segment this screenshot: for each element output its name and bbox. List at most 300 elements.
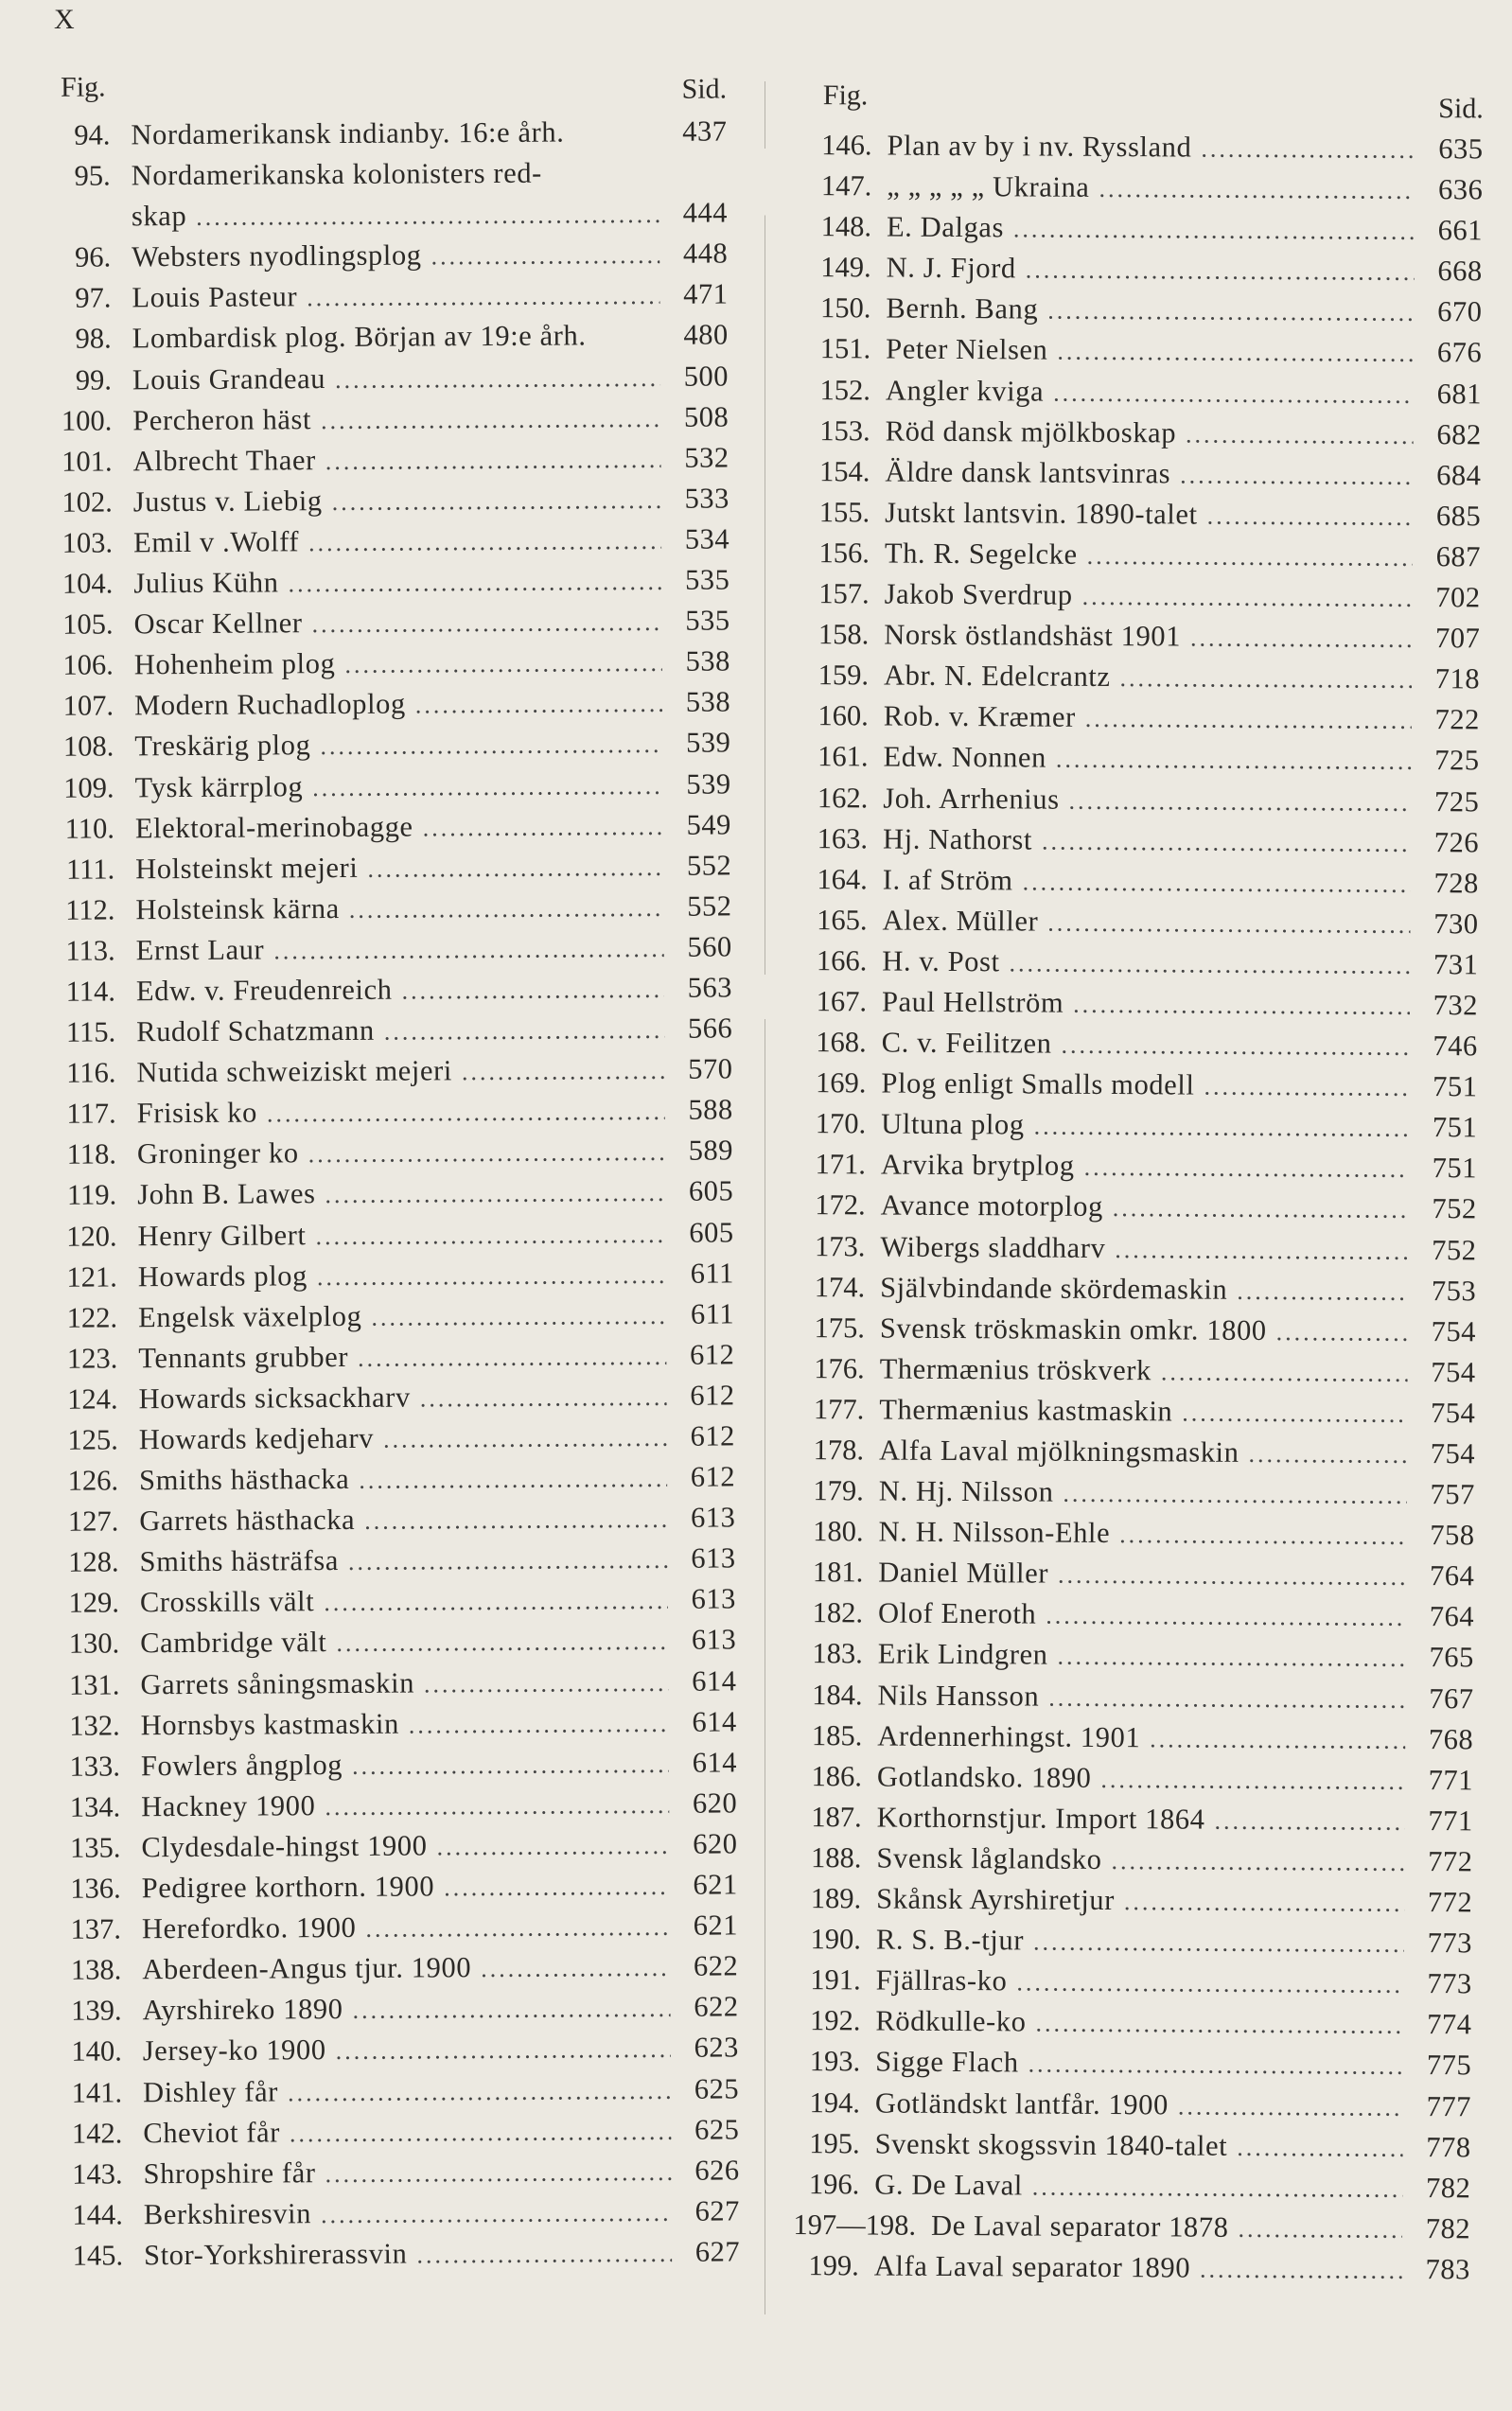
list-item [30, 645, 730, 691]
figure-number: 122. [66, 1301, 118, 1334]
dot-leader [1248, 1440, 1407, 1469]
figure-number: 107. [62, 689, 114, 723]
figure-number: 159. [818, 659, 870, 692]
figure-number: 106. [62, 648, 114, 681]
page-number-ref: 622 [694, 1990, 739, 2024]
figure-title: I. af Ström [882, 863, 1013, 897]
figure-number: 129. [68, 1586, 119, 1620]
figure-number: 128. [68, 1545, 119, 1579]
list-item [32, 1053, 732, 1099]
dot-leader [1178, 2092, 1403, 2121]
figure-number: 133. [69, 1750, 121, 1783]
list-item [800, 374, 1482, 418]
list-item [799, 577, 1480, 622]
figure-number: 102. [62, 485, 113, 519]
dot-leader [401, 976, 664, 1006]
figure-title: Hornsbys kastmaskin [140, 1707, 399, 1741]
figure-number: 165. [817, 903, 868, 937]
page-number-ref: 535 [685, 604, 730, 637]
list-item [35, 1461, 735, 1506]
figure-title: Albrecht Thaer [132, 443, 316, 478]
figure-title: Cambridge vält [140, 1626, 327, 1660]
list-item [27, 156, 728, 202]
page-number-ref: 754 [1431, 1314, 1476, 1348]
figure-title: Hohenheim plog [133, 647, 336, 681]
list-item [27, 278, 728, 324]
figure-number: 191. [810, 1963, 861, 1997]
figure-title: Clydesdale-hingst 1900 [141, 1829, 428, 1864]
figure-number: 147. [820, 169, 872, 202]
page-number-ref: 611 [690, 1257, 734, 1290]
figure-title: Olof Eneroth [877, 1596, 1037, 1630]
page-number-ref: 538 [685, 644, 730, 678]
figure-title: Engelsk växelplog [137, 1299, 362, 1334]
figure-number: 100. [61, 404, 113, 437]
list-item [28, 319, 729, 364]
dot-leader [1161, 1358, 1408, 1388]
figure-title: Gotländskt lantfår. 1900 [874, 2086, 1169, 2121]
figure-number: 184. [812, 1678, 863, 1711]
page-number-ref: 613 [691, 1582, 736, 1616]
list-item [32, 971, 732, 1016]
figure-title: Rob. v. Kræmer [883, 699, 1076, 734]
dot-leader [1111, 1847, 1404, 1877]
page-number-ref: 605 [688, 1174, 734, 1208]
page-number-ref: 612 [690, 1419, 735, 1452]
figure-title: Ultuna plog [881, 1107, 1025, 1141]
figure-number: 158. [818, 618, 870, 651]
figure-title: Plog enligt Smalls modell [881, 1066, 1195, 1101]
figure-title: skap [131, 200, 187, 233]
dot-leader [371, 1302, 666, 1332]
page-number-ref: 775 [1426, 2049, 1472, 2082]
figure-title: Avance motorplog [880, 1188, 1103, 1223]
list-item [799, 699, 1480, 744]
page-number-ref: 764 [1429, 1600, 1475, 1633]
figure-number: 97. [75, 281, 112, 315]
figure-title: Crosskills vält [139, 1585, 315, 1619]
list-item [35, 1419, 735, 1465]
page-number-ref: 751 [1432, 1152, 1478, 1185]
page-number-ref: 533 [684, 482, 730, 515]
figure-number: 143. [72, 2157, 123, 2191]
list-item [792, 1801, 1473, 1845]
dot-leader [317, 1261, 666, 1292]
figure-title: Holsteinskt mejeri [135, 851, 359, 885]
list-item [36, 1624, 736, 1669]
figure-title: Justus v. Liebig [132, 484, 323, 519]
spacer [587, 344, 670, 345]
figure-number: 180. [813, 1515, 864, 1548]
figure-title: De Laval separator 1878 [930, 2209, 1229, 2244]
list-item [795, 1271, 1476, 1315]
figure-title: Erik Lindgren [877, 1637, 1048, 1672]
list-item [792, 1719, 1473, 1764]
page-number-ref: 782 [1426, 2171, 1471, 2205]
page-number-ref: 772 [1427, 1886, 1473, 1919]
page-number-ref: 613 [691, 1541, 736, 1575]
dot-leader [308, 527, 661, 557]
figure-title: H. v. Post [882, 944, 1000, 978]
dot-leader [196, 201, 659, 232]
figure-number: 109. [63, 770, 114, 804]
figure-title: Fowlers ångplog [140, 1748, 343, 1783]
list-item [793, 1596, 1474, 1641]
dot-leader [344, 649, 662, 679]
list-item [794, 1474, 1475, 1519]
list-item [798, 863, 1479, 907]
page-number-ref: 636 [1437, 173, 1484, 206]
figure-number: 190. [810, 1923, 862, 1956]
page-number-ref: 783 [1425, 2252, 1470, 2286]
figure-title: Arvika brytplog [880, 1148, 1075, 1183]
figure-number: 156. [818, 537, 870, 570]
dot-leader [420, 1383, 667, 1414]
list-item [790, 2045, 1471, 2089]
figure-title: Nordamerikansk indianby. 16:e årh. [131, 115, 565, 151]
figure-title: Rudolf Schatzmann [136, 1013, 375, 1048]
list-item [796, 1188, 1477, 1233]
figure-title: Howards plog [137, 1258, 308, 1293]
dot-leader [1201, 135, 1415, 165]
figure-number: 149. [820, 251, 871, 284]
page-number-ref: 771 [1428, 1763, 1474, 1797]
list-item [28, 441, 729, 486]
page-number-ref: 560 [687, 930, 732, 963]
figure-number: 186. [811, 1759, 863, 1793]
list-item [27, 238, 728, 283]
figure-title: Cheviot får [143, 2115, 281, 2149]
list-item [800, 455, 1481, 500]
figure-number: 95. [74, 159, 111, 192]
page-number-ref: 621 [693, 1909, 739, 1942]
figure-title: Pedigree korthorn. 1900 [141, 1870, 435, 1905]
page-number-ref: 611 [690, 1297, 735, 1330]
figure-title: Aberdeen-Angus tjur. 1900 [142, 1951, 472, 1986]
figure-title: Bernh. Bang [886, 291, 1039, 326]
page-number-ref: 772 [1428, 1845, 1473, 1878]
figure-number: 174. [814, 1270, 866, 1304]
page-number-ref: 758 [1430, 1519, 1475, 1552]
page-number-ref: 767 [1429, 1681, 1474, 1715]
figure-title: „ „ „ „ „ Ukraina [887, 169, 1090, 203]
figure-number: 199. [808, 2248, 859, 2282]
dot-leader [321, 405, 660, 435]
list-item [801, 169, 1483, 214]
figure-title: Modern Ruchadloplog [133, 687, 406, 722]
page-number-ref: 444 [682, 196, 729, 229]
page-number-ref: 623 [694, 2031, 739, 2065]
page-number-ref: 757 [1430, 1478, 1475, 1511]
figure-number: 113. [65, 934, 115, 967]
page-number-ref: 730 [1433, 906, 1479, 941]
dot-leader [1100, 1766, 1405, 1796]
page-number-ref: 448 [682, 237, 729, 271]
list-item [793, 1556, 1474, 1600]
list-item [39, 2154, 739, 2199]
list-item [40, 2235, 740, 2280]
list-item [34, 1379, 734, 1424]
dot-leader [1085, 705, 1412, 735]
page-number-ref: 552 [686, 849, 732, 882]
figure-number: 155. [818, 495, 870, 529]
page-number-ref: 782 [1425, 2211, 1471, 2245]
page-number-ref: 746 [1433, 1030, 1478, 1063]
page-number-ref: 613 [690, 1501, 736, 1534]
figure-number: 152. [819, 373, 871, 407]
spacer [564, 141, 668, 142]
list-item [798, 822, 1479, 867]
figure-title: N. J. Fjord [886, 251, 1016, 285]
page-number-ref: 722 [1434, 703, 1480, 736]
dot-leader [1073, 991, 1410, 1021]
page-number-ref: 725 [1433, 784, 1480, 818]
figure-title: N. H. Nilsson-Ehle [878, 1515, 1111, 1550]
list-item [791, 1841, 1472, 1886]
page-number-ref: 751 [1432, 1111, 1478, 1144]
page-number-ref: 538 [685, 685, 731, 719]
figure-number: 172. [815, 1188, 866, 1222]
page-number-ref: 707 [1435, 622, 1481, 655]
figure-number: 166. [816, 943, 868, 977]
figure-title: Thermænius tröskverk [879, 1352, 1152, 1387]
page-number-ref: 614 [692, 1705, 737, 1738]
page-number-ref: 635 [1438, 132, 1484, 166]
list-item [797, 985, 1478, 1030]
figure-number: 196. [808, 2167, 860, 2201]
figure-number: 144. [72, 2198, 123, 2231]
page-number-ref: 480 [683, 318, 729, 352]
dot-leader [288, 568, 661, 598]
figure-number: 187. [811, 1800, 862, 1834]
figure-title: Jakob Sverdrup [884, 577, 1073, 611]
figure-title: Peter Nielsen [886, 333, 1048, 367]
page-number-ref: 535 [684, 563, 730, 596]
figure-number: 119. [66, 1178, 117, 1212]
figure-title: Ernst Laur [135, 933, 265, 967]
figure-number: 175. [814, 1311, 865, 1345]
list-item [33, 1216, 733, 1261]
dot-leader [424, 1668, 669, 1698]
dot-leader [307, 282, 659, 312]
page-number-ref: 563 [687, 971, 733, 1004]
list-item [791, 1882, 1472, 1927]
dot-leader [1207, 502, 1414, 531]
page-number-ref: 612 [690, 1460, 736, 1493]
list-item [33, 1175, 733, 1221]
figure-number: 108. [62, 730, 114, 764]
figure-number: 182. [812, 1596, 864, 1629]
page-number-ref: 471 [683, 277, 729, 311]
figure-number: 164. [817, 862, 868, 896]
list-item [39, 2032, 739, 2077]
list-item [794, 1352, 1475, 1397]
page-number-ref: 621 [693, 1868, 738, 1901]
figure-number: 195. [809, 2126, 860, 2160]
dot-leader [1029, 2050, 1404, 2081]
dot-leader [1119, 1521, 1407, 1551]
figure-number: 121. [66, 1260, 117, 1293]
figure-title: Alex. Müller [882, 904, 1039, 938]
page-number-ref: 549 [686, 808, 731, 841]
figure-number: 193. [809, 2045, 861, 2078]
figure-number: 110. [64, 812, 114, 845]
page-number-ref: 768 [1428, 1722, 1474, 1756]
figure-title: E. Dalgas [886, 210, 1005, 244]
figure-number: 101. [62, 445, 113, 478]
page-number-ref: 508 [683, 400, 730, 433]
figure-title: Berkshiresvin [143, 2196, 312, 2231]
list-item [37, 1705, 737, 1751]
figure-title: Emil v .Wolff [132, 525, 300, 559]
figure-title: Henry Gilbert [137, 1218, 307, 1252]
list-item [37, 1827, 737, 1873]
list-item [38, 1950, 738, 1996]
dot-leader [364, 1505, 667, 1536]
spacer [542, 182, 669, 183]
left-column-header [26, 67, 727, 119]
list-item [29, 605, 730, 650]
figure-title: Jersey-ko 1900 [142, 2033, 326, 2068]
figure-list [26, 114, 740, 2279]
sid-heading: Sid. [681, 73, 728, 105]
dot-leader [1057, 338, 1414, 368]
dot-leader [1082, 583, 1413, 613]
figure-title: Alfa Laval mjölkningsmaskin [879, 1434, 1239, 1469]
dot-leader [1150, 1725, 1405, 1755]
dot-leader [481, 1954, 670, 1983]
list-item [34, 1338, 734, 1383]
figure-title: Alfa Laval separator 1890 [873, 2249, 1191, 2284]
page-number-ref: 751 [1433, 1070, 1478, 1103]
figure-title: Ayrshireko 1890 [142, 1993, 343, 2027]
dot-leader [349, 894, 664, 924]
figure-number: 96. [74, 240, 112, 273]
figure-number: 151. [819, 332, 871, 365]
dot-leader [1084, 1153, 1409, 1184]
figure-title: Daniel Müller [878, 1556, 1049, 1590]
list-item [799, 618, 1480, 662]
figure-title: Percheron häst [132, 402, 312, 436]
list-item [794, 1393, 1475, 1437]
list-item [28, 400, 729, 446]
list-item [789, 2249, 1470, 2294]
dot-leader [325, 1791, 669, 1821]
page-number-ref: 718 [1434, 662, 1481, 695]
page-number-ref: 676 [1436, 336, 1483, 369]
figure-title: Fjällras-ko [875, 1963, 1008, 1997]
figure-title: Röd dansk mjölkboskap [885, 414, 1177, 449]
dot-leader [1238, 2215, 1402, 2244]
figure-number: 161. [818, 740, 869, 773]
page-number-ref: 626 [694, 2154, 740, 2187]
figure-number: 99. [75, 363, 113, 396]
list-item [795, 1230, 1476, 1275]
figure-title: R. S. B.-tjur [875, 1923, 1025, 1957]
dot-leader [1200, 2255, 1402, 2284]
figure-number: 94. [74, 118, 111, 151]
dot-leader [321, 2199, 672, 2229]
page-number-ref: 566 [687, 1012, 733, 1045]
list-item [30, 727, 730, 772]
figure-number: 153. [819, 414, 870, 448]
dot-leader [324, 1587, 668, 1617]
figure-title: Självbindande skördemaskin [880, 1271, 1228, 1306]
figure-title: Svensk tröskmaskin omkr. 1800 [879, 1311, 1267, 1346]
list-item [798, 781, 1479, 825]
list-item [36, 1583, 736, 1628]
figure-number: 162. [817, 781, 869, 814]
figure-number: 150. [819, 291, 871, 325]
list-item [37, 1746, 737, 1791]
list-item [29, 482, 730, 527]
figure-number: 176. [814, 1351, 865, 1385]
page-number-ref: 620 [693, 1827, 738, 1860]
dot-leader [336, 2035, 671, 2066]
page-number-ref: 627 [694, 2235, 741, 2268]
dot-leader [1046, 1602, 1406, 1632]
figure-number: 179. [813, 1474, 864, 1507]
list-item [31, 808, 731, 854]
figure-number: 124. [67, 1382, 118, 1416]
list-item [796, 1066, 1477, 1111]
figure-number: 127. [67, 1505, 119, 1538]
dot-leader [1047, 908, 1410, 939]
figure-title: Groninger ko [136, 1136, 299, 1170]
figure-number: 167. [816, 985, 868, 1018]
figure-number: 163. [817, 821, 869, 855]
page-number-ref: 682 [1436, 417, 1482, 451]
list-item [794, 1434, 1475, 1478]
list-item [32, 930, 732, 976]
fig-heading: Fig. [60, 71, 106, 103]
figure-number: 105. [62, 607, 114, 641]
figure-title: Joh. Arrhenius [883, 782, 1060, 816]
figure-number: 177. [813, 1393, 865, 1426]
list-item [797, 1026, 1478, 1070]
page-number-ref: 605 [689, 1215, 734, 1249]
page-number-ref: 778 [1426, 2130, 1471, 2163]
figure-number: 138. [70, 1953, 122, 1986]
figure-number: 181. [812, 1556, 864, 1589]
page-number-ref: 752 [1432, 1233, 1477, 1266]
figure-title: Nordamerikanska kolonisters red- [131, 156, 542, 192]
figure-list [789, 129, 1484, 2294]
list-item [37, 1786, 737, 1832]
figure-number: 117. [66, 1097, 116, 1131]
dot-leader [1056, 746, 1412, 776]
figure-number: 125. [67, 1423, 118, 1456]
figure-number: 173. [814, 1229, 866, 1262]
list-item [801, 210, 1483, 255]
figure-number: 136. [70, 1872, 121, 1905]
dot-leader [1057, 1643, 1405, 1673]
figure-title: Smiths hästräfsa [139, 1544, 340, 1578]
list-item [800, 291, 1482, 336]
list-item [36, 1542, 736, 1588]
figure-title: Smiths hästhacka [138, 1463, 350, 1497]
page-number-ref: 625 [694, 2071, 740, 2105]
list-item [34, 1297, 734, 1343]
list-item [33, 1135, 733, 1180]
sid-heading: Sid. [1438, 93, 1484, 125]
figure-title: Shropshire får [143, 2156, 316, 2190]
figure-number: 132. [69, 1709, 120, 1742]
figure-number: 115. [65, 1015, 116, 1048]
figure-title: Howards kedjeharv [138, 1421, 375, 1456]
figure-title: Holsteinsk kärna [135, 891, 340, 926]
dot-leader [409, 1710, 669, 1740]
